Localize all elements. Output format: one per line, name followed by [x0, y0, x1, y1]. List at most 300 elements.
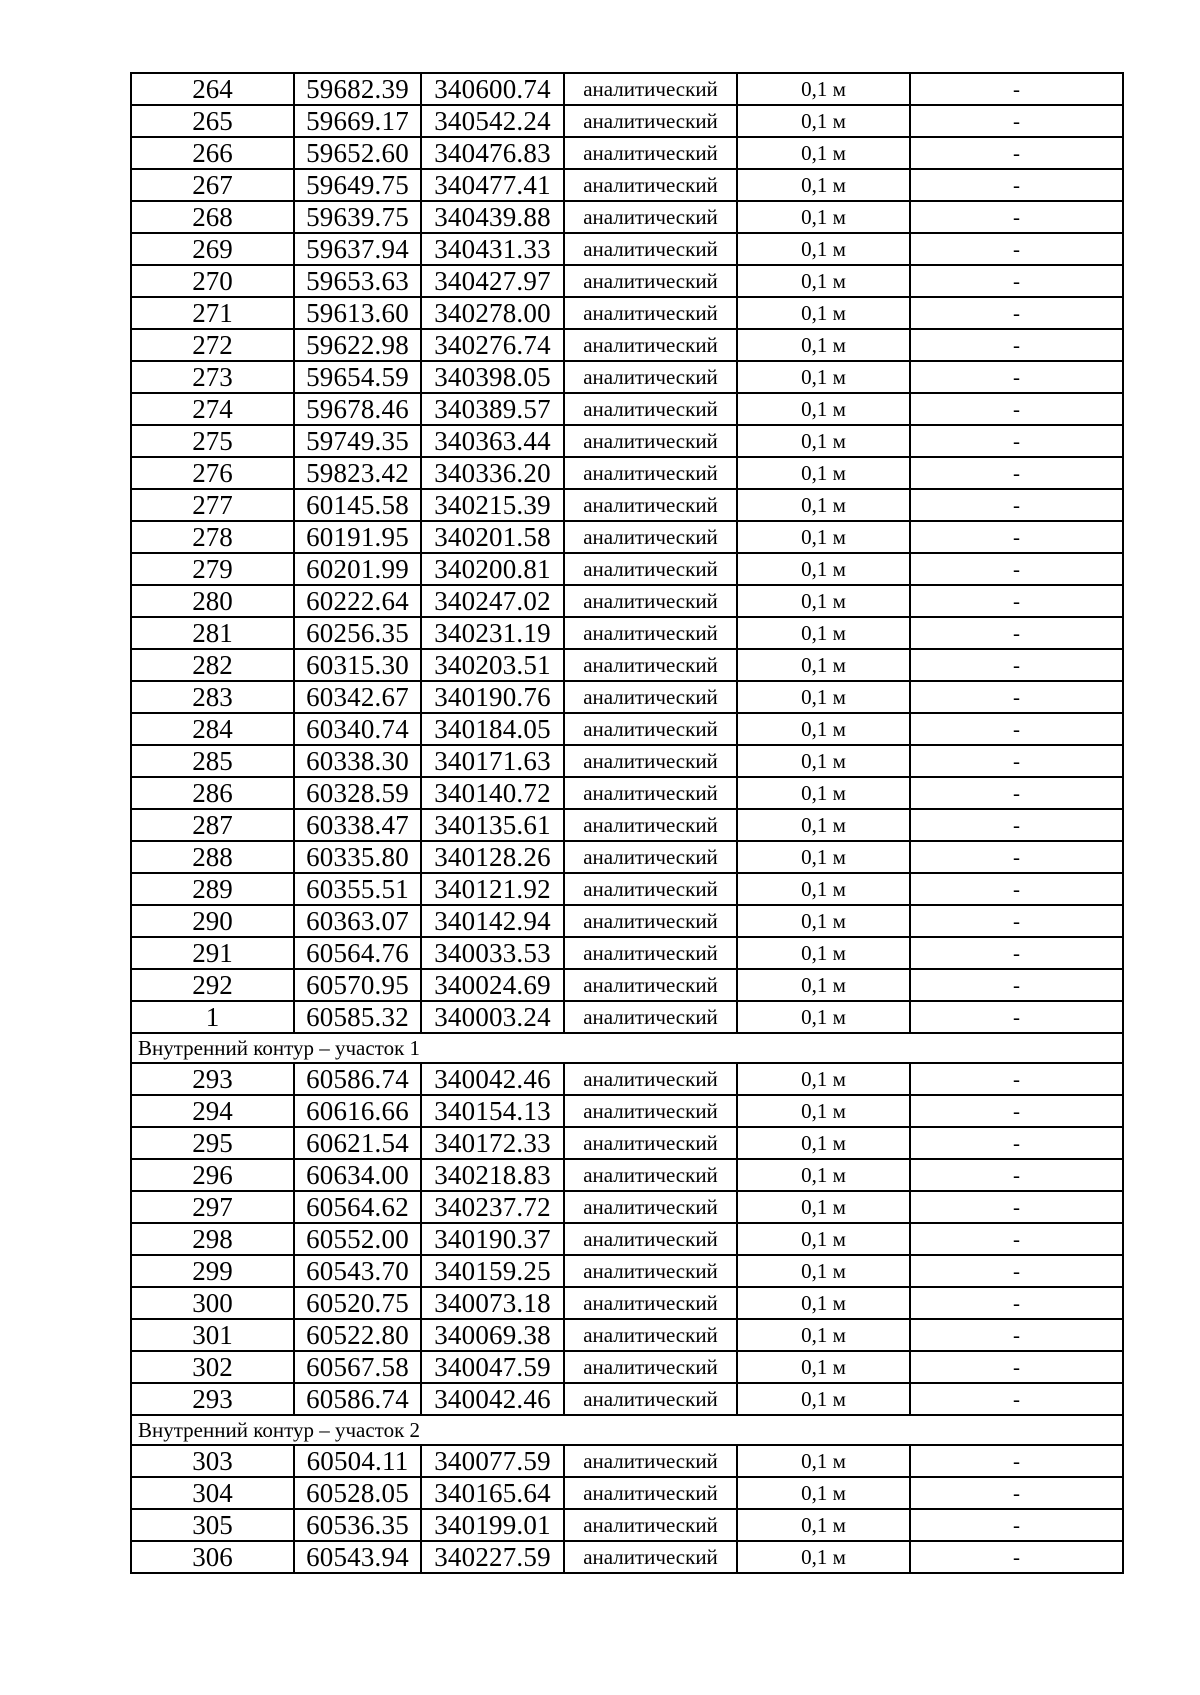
coordinate-y-cell: 340215.39 — [421, 489, 564, 521]
description-cell: - — [910, 233, 1123, 265]
point-number-cell: 273 — [131, 361, 294, 393]
point-number-cell: 265 — [131, 105, 294, 137]
description-cell: - — [910, 489, 1123, 521]
method-cell: аналитический — [564, 521, 737, 553]
table-row — [131, 1383, 1123, 1415]
accuracy-cell: 0,1 м — [737, 1001, 910, 1033]
coordinate-y-cell: 340477.41 — [421, 169, 564, 201]
method-cell: аналитический — [564, 1001, 737, 1033]
method-cell: аналитический — [564, 1445, 737, 1477]
table-row — [131, 425, 1123, 457]
description-cell: - — [910, 1001, 1123, 1033]
method-cell: аналитический — [564, 841, 737, 873]
coordinate-x-cell: 59613.60 — [294, 297, 421, 329]
table-row — [131, 1445, 1123, 1477]
point-number-cell: 280 — [131, 585, 294, 617]
accuracy-cell: 0,1 м — [737, 649, 910, 681]
description-cell: - — [910, 521, 1123, 553]
point-number-cell: 297 — [131, 1191, 294, 1223]
description-cell: - — [910, 1127, 1123, 1159]
point-number-cell: 302 — [131, 1351, 294, 1383]
accuracy-cell: 0,1 м — [737, 1541, 910, 1573]
coordinate-y-cell: 340201.58 — [421, 521, 564, 553]
coordinate-y-cell: 340203.51 — [421, 649, 564, 681]
point-number-cell: 272 — [131, 329, 294, 361]
table-row — [131, 809, 1123, 841]
point-number-cell: 264 — [131, 73, 294, 105]
table-row — [131, 1351, 1123, 1383]
coordinate-y-cell: 340276.74 — [421, 329, 564, 361]
table-row — [131, 1191, 1123, 1223]
point-number-cell: 292 — [131, 969, 294, 1001]
coordinate-y-cell: 340237.72 — [421, 1191, 564, 1223]
section-header-row — [131, 1415, 1123, 1445]
accuracy-cell: 0,1 м — [737, 425, 910, 457]
coordinate-y-cell: 340190.76 — [421, 681, 564, 713]
point-number-cell: 298 — [131, 1223, 294, 1255]
coordinate-y-cell: 340073.18 — [421, 1287, 564, 1319]
method-cell: аналитический — [564, 681, 737, 713]
description-cell: - — [910, 1159, 1123, 1191]
method-cell: аналитический — [564, 809, 737, 841]
coordinate-x-cell: 60564.62 — [294, 1191, 421, 1223]
method-cell: аналитический — [564, 73, 737, 105]
coordinate-x-cell: 59749.35 — [294, 425, 421, 457]
point-number-cell: 290 — [131, 905, 294, 937]
method-cell: аналитический — [564, 1063, 737, 1095]
coordinate-y-cell: 340142.94 — [421, 905, 564, 937]
coordinate-y-cell: 340172.33 — [421, 1127, 564, 1159]
coordinate-x-cell: 59669.17 — [294, 105, 421, 137]
table-row — [131, 553, 1123, 585]
coordinate-x-cell: 60570.95 — [294, 969, 421, 1001]
method-cell: аналитический — [564, 1541, 737, 1573]
description-cell: - — [910, 1383, 1123, 1415]
method-cell: аналитический — [564, 329, 737, 361]
accuracy-cell: 0,1 м — [737, 1095, 910, 1127]
table-row — [131, 777, 1123, 809]
coordinate-x-cell: 60328.59 — [294, 777, 421, 809]
coordinate-y-cell: 340171.63 — [421, 745, 564, 777]
point-number-cell: 275 — [131, 425, 294, 457]
coordinate-x-cell: 60543.70 — [294, 1255, 421, 1287]
coordinate-y-cell: 340135.61 — [421, 809, 564, 841]
coordinate-x-cell: 60528.05 — [294, 1477, 421, 1509]
accuracy-cell: 0,1 м — [737, 393, 910, 425]
coordinate-x-cell: 59622.98 — [294, 329, 421, 361]
point-number-cell: 270 — [131, 265, 294, 297]
accuracy-cell: 0,1 м — [737, 777, 910, 809]
method-cell: аналитический — [564, 457, 737, 489]
description-cell: - — [910, 1095, 1123, 1127]
coordinate-y-cell: 340140.72 — [421, 777, 564, 809]
point-number-cell: 268 — [131, 201, 294, 233]
coordinate-x-cell: 59823.42 — [294, 457, 421, 489]
coordinate-x-cell: 60621.54 — [294, 1127, 421, 1159]
table-row — [131, 329, 1123, 361]
point-number-cell: 278 — [131, 521, 294, 553]
coordinate-x-cell: 59649.75 — [294, 169, 421, 201]
accuracy-cell: 0,1 м — [737, 201, 910, 233]
method-cell: аналитический — [564, 425, 737, 457]
description-cell: - — [910, 713, 1123, 745]
accuracy-cell: 0,1 м — [737, 553, 910, 585]
description-cell: - — [910, 265, 1123, 297]
method-cell: аналитический — [564, 969, 737, 1001]
point-number-cell: 276 — [131, 457, 294, 489]
table-row — [131, 1255, 1123, 1287]
point-number-cell: 300 — [131, 1287, 294, 1319]
point-number-cell: 277 — [131, 489, 294, 521]
coordinate-y-cell: 340427.97 — [421, 265, 564, 297]
point-number-cell: 1 — [131, 1001, 294, 1033]
coordinate-y-cell: 340278.00 — [421, 297, 564, 329]
table-row — [131, 1063, 1123, 1095]
point-number-cell: 303 — [131, 1445, 294, 1477]
table-row — [131, 521, 1123, 553]
table-row — [131, 713, 1123, 745]
accuracy-cell: 0,1 м — [737, 969, 910, 1001]
method-cell: аналитический — [564, 617, 737, 649]
accuracy-cell: 0,1 м — [737, 1445, 910, 1477]
accuracy-cell: 0,1 м — [737, 1127, 910, 1159]
accuracy-cell: 0,1 м — [737, 1255, 910, 1287]
table-row — [131, 1001, 1123, 1033]
method-cell: аналитический — [564, 233, 737, 265]
method-cell: аналитический — [564, 393, 737, 425]
accuracy-cell: 0,1 м — [737, 809, 910, 841]
point-number-cell: 294 — [131, 1095, 294, 1127]
method-cell: аналитический — [564, 585, 737, 617]
description-cell: - — [910, 969, 1123, 1001]
coordinate-y-cell: 340121.92 — [421, 873, 564, 905]
coordinate-x-cell: 59639.75 — [294, 201, 421, 233]
section-title: Внутренний контур – участок 2 — [131, 1415, 1123, 1445]
coordinate-y-cell: 340069.38 — [421, 1319, 564, 1351]
description-cell: - — [910, 1477, 1123, 1509]
method-cell: аналитический — [564, 1477, 737, 1509]
description-cell: - — [910, 1063, 1123, 1095]
coordinate-y-cell: 340077.59 — [421, 1445, 564, 1477]
point-number-cell: 301 — [131, 1319, 294, 1351]
accuracy-cell: 0,1 м — [737, 905, 910, 937]
method-cell: аналитический — [564, 201, 737, 233]
method-cell: аналитический — [564, 777, 737, 809]
accuracy-cell: 0,1 м — [737, 585, 910, 617]
accuracy-cell: 0,1 м — [737, 1191, 910, 1223]
description-cell: - — [910, 937, 1123, 969]
accuracy-cell: 0,1 м — [737, 521, 910, 553]
description-cell: - — [910, 105, 1123, 137]
coordinate-x-cell: 60567.58 — [294, 1351, 421, 1383]
description-cell: - — [910, 745, 1123, 777]
description-cell: - — [910, 169, 1123, 201]
description-cell: - — [910, 649, 1123, 681]
coordinate-x-cell: 59682.39 — [294, 73, 421, 105]
coordinate-x-cell: 60145.58 — [294, 489, 421, 521]
accuracy-cell: 0,1 м — [737, 137, 910, 169]
table-row — [131, 649, 1123, 681]
point-number-cell: 289 — [131, 873, 294, 905]
coordinate-y-cell: 340190.37 — [421, 1223, 564, 1255]
table-row — [131, 105, 1123, 137]
table-row — [131, 745, 1123, 777]
coordinate-y-cell: 340431.33 — [421, 233, 564, 265]
method-cell: аналитический — [564, 1095, 737, 1127]
description-cell: - — [910, 457, 1123, 489]
description-cell: - — [910, 361, 1123, 393]
accuracy-cell: 0,1 м — [737, 265, 910, 297]
description-cell: - — [910, 1319, 1123, 1351]
coordinate-x-cell: 60504.11 — [294, 1445, 421, 1477]
coordinate-x-cell: 60552.00 — [294, 1223, 421, 1255]
accuracy-cell: 0,1 м — [737, 1063, 910, 1095]
coordinate-y-cell: 340218.83 — [421, 1159, 564, 1191]
coordinate-y-cell: 340247.02 — [421, 585, 564, 617]
coordinate-x-cell: 60222.64 — [294, 585, 421, 617]
coordinate-y-cell: 340033.53 — [421, 937, 564, 969]
coordinate-y-cell: 340200.81 — [421, 553, 564, 585]
accuracy-cell: 0,1 м — [737, 1477, 910, 1509]
coordinate-y-cell: 340184.05 — [421, 713, 564, 745]
description-cell: - — [910, 297, 1123, 329]
point-number-cell: 287 — [131, 809, 294, 841]
coordinate-y-cell: 340363.44 — [421, 425, 564, 457]
coordinate-x-cell: 59678.46 — [294, 393, 421, 425]
description-cell: - — [910, 1287, 1123, 1319]
coordinate-x-cell: 60342.67 — [294, 681, 421, 713]
description-cell: - — [910, 1445, 1123, 1477]
point-number-cell: 267 — [131, 169, 294, 201]
coordinate-x-cell: 60363.07 — [294, 905, 421, 937]
coordinate-x-cell: 60340.74 — [294, 713, 421, 745]
accuracy-cell: 0,1 м — [737, 105, 910, 137]
coordinate-x-cell: 60522.80 — [294, 1319, 421, 1351]
description-cell: - — [910, 1223, 1123, 1255]
coordinate-y-cell: 340003.24 — [421, 1001, 564, 1033]
method-cell: аналитический — [564, 649, 737, 681]
method-cell: аналитический — [564, 1127, 737, 1159]
description-cell: - — [910, 201, 1123, 233]
accuracy-cell: 0,1 м — [737, 873, 910, 905]
description-cell: - — [910, 1351, 1123, 1383]
accuracy-cell: 0,1 м — [737, 1509, 910, 1541]
table-row — [131, 1509, 1123, 1541]
accuracy-cell: 0,1 м — [737, 937, 910, 969]
description-cell: - — [910, 425, 1123, 457]
accuracy-cell: 0,1 м — [737, 489, 910, 521]
table-row — [131, 393, 1123, 425]
accuracy-cell: 0,1 м — [737, 841, 910, 873]
point-number-cell: 299 — [131, 1255, 294, 1287]
accuracy-cell: 0,1 м — [737, 361, 910, 393]
table-row — [131, 1319, 1123, 1351]
method-cell: аналитический — [564, 137, 737, 169]
coordinate-x-cell: 59653.63 — [294, 265, 421, 297]
description-cell: - — [910, 585, 1123, 617]
coordinate-y-cell: 340600.74 — [421, 73, 564, 105]
accuracy-cell: 0,1 м — [737, 329, 910, 361]
point-number-cell: 279 — [131, 553, 294, 585]
accuracy-cell: 0,1 м — [737, 457, 910, 489]
method-cell: аналитический — [564, 489, 737, 521]
method-cell: аналитический — [564, 1191, 737, 1223]
coordinate-y-cell: 340128.26 — [421, 841, 564, 873]
section-title: Внутренний контур – участок 1 — [131, 1033, 1123, 1063]
table-row — [131, 233, 1123, 265]
section-header-row — [131, 1033, 1123, 1063]
point-number-cell: 304 — [131, 1477, 294, 1509]
table-row — [131, 1159, 1123, 1191]
description-cell: - — [910, 393, 1123, 425]
coordinate-y-cell: 340336.20 — [421, 457, 564, 489]
coordinate-y-cell: 340047.59 — [421, 1351, 564, 1383]
description-cell: - — [910, 777, 1123, 809]
coordinate-y-cell: 340227.59 — [421, 1541, 564, 1573]
accuracy-cell: 0,1 м — [737, 233, 910, 265]
coordinate-y-cell: 340042.46 — [421, 1383, 564, 1415]
accuracy-cell: 0,1 м — [737, 617, 910, 649]
table-row — [131, 137, 1123, 169]
coordinate-x-cell: 60520.75 — [294, 1287, 421, 1319]
coordinate-x-cell: 60616.66 — [294, 1095, 421, 1127]
table-row — [131, 1287, 1123, 1319]
method-cell: аналитический — [564, 905, 737, 937]
table-row — [131, 905, 1123, 937]
point-number-cell: 288 — [131, 841, 294, 873]
method-cell: аналитический — [564, 1383, 737, 1415]
coordinate-x-cell: 60355.51 — [294, 873, 421, 905]
table-row — [131, 489, 1123, 521]
coordinate-y-cell: 340439.88 — [421, 201, 564, 233]
coordinate-x-cell: 60634.00 — [294, 1159, 421, 1191]
coordinate-y-cell: 340476.83 — [421, 137, 564, 169]
description-cell: - — [910, 1191, 1123, 1223]
coordinate-x-cell: 60191.95 — [294, 521, 421, 553]
coordinate-x-cell: 60564.76 — [294, 937, 421, 969]
coordinate-x-cell: 60201.99 — [294, 553, 421, 585]
description-cell: - — [910, 873, 1123, 905]
description-cell: - — [910, 73, 1123, 105]
coordinate-x-cell: 60585.32 — [294, 1001, 421, 1033]
point-number-cell: 271 — [131, 297, 294, 329]
accuracy-cell: 0,1 м — [737, 169, 910, 201]
coordinate-x-cell: 60543.94 — [294, 1541, 421, 1573]
method-cell: аналитический — [564, 169, 737, 201]
description-cell: - — [910, 841, 1123, 873]
table-body — [131, 73, 1123, 1573]
table-row — [131, 617, 1123, 649]
accuracy-cell: 0,1 м — [737, 1223, 910, 1255]
table-row — [131, 1095, 1123, 1127]
method-cell: аналитический — [564, 1509, 737, 1541]
point-number-cell: 285 — [131, 745, 294, 777]
method-cell: аналитический — [564, 745, 737, 777]
method-cell: аналитический — [564, 1159, 737, 1191]
accuracy-cell: 0,1 м — [737, 681, 910, 713]
method-cell: аналитический — [564, 713, 737, 745]
method-cell: аналитический — [564, 1351, 737, 1383]
coordinates-table — [130, 72, 1124, 1574]
method-cell: аналитический — [564, 1255, 737, 1287]
point-number-cell: 306 — [131, 1541, 294, 1573]
table-row — [131, 201, 1123, 233]
point-number-cell: 284 — [131, 713, 294, 745]
coordinate-y-cell: 340165.64 — [421, 1477, 564, 1509]
accuracy-cell: 0,1 м — [737, 297, 910, 329]
accuracy-cell: 0,1 м — [737, 1287, 910, 1319]
table-row — [131, 361, 1123, 393]
coordinate-x-cell: 60335.80 — [294, 841, 421, 873]
description-cell: - — [910, 553, 1123, 585]
coordinate-x-cell: 59652.60 — [294, 137, 421, 169]
table-row — [131, 841, 1123, 873]
coordinate-y-cell: 340042.46 — [421, 1063, 564, 1095]
point-number-cell: 291 — [131, 937, 294, 969]
coordinate-y-cell: 340159.25 — [421, 1255, 564, 1287]
table-row — [131, 73, 1123, 105]
coordinate-x-cell: 60338.30 — [294, 745, 421, 777]
description-cell: - — [910, 809, 1123, 841]
method-cell: аналитический — [564, 937, 737, 969]
coordinate-y-cell: 340154.13 — [421, 1095, 564, 1127]
table-row — [131, 1127, 1123, 1159]
method-cell: аналитический — [564, 1287, 737, 1319]
coordinate-x-cell: 60586.74 — [294, 1383, 421, 1415]
accuracy-cell: 0,1 м — [737, 1383, 910, 1415]
table-row — [131, 681, 1123, 713]
method-cell: аналитический — [564, 105, 737, 137]
description-cell: - — [910, 1541, 1123, 1573]
point-number-cell: 266 — [131, 137, 294, 169]
accuracy-cell: 0,1 м — [737, 1351, 910, 1383]
coordinate-y-cell: 340389.57 — [421, 393, 564, 425]
coordinate-x-cell: 59654.59 — [294, 361, 421, 393]
point-number-cell: 286 — [131, 777, 294, 809]
description-cell: - — [910, 1509, 1123, 1541]
accuracy-cell: 0,1 м — [737, 73, 910, 105]
description-cell: - — [910, 681, 1123, 713]
table-row — [131, 969, 1123, 1001]
method-cell: аналитический — [564, 1319, 737, 1351]
table-row — [131, 169, 1123, 201]
point-number-cell: 282 — [131, 649, 294, 681]
description-cell: - — [910, 1255, 1123, 1287]
point-number-cell: 269 — [131, 233, 294, 265]
method-cell: аналитический — [564, 361, 737, 393]
point-number-cell: 274 — [131, 393, 294, 425]
description-cell: - — [910, 905, 1123, 937]
table-row — [131, 297, 1123, 329]
point-number-cell: 293 — [131, 1383, 294, 1415]
accuracy-cell: 0,1 м — [737, 1159, 910, 1191]
coordinate-x-cell: 59637.94 — [294, 233, 421, 265]
method-cell: аналитический — [564, 1223, 737, 1255]
table-row — [131, 937, 1123, 969]
accuracy-cell: 0,1 м — [737, 713, 910, 745]
coordinate-y-cell: 340542.24 — [421, 105, 564, 137]
point-number-cell: 293 — [131, 1063, 294, 1095]
method-cell: аналитический — [564, 297, 737, 329]
coordinate-x-cell: 60338.47 — [294, 809, 421, 841]
coordinate-y-cell: 340231.19 — [421, 617, 564, 649]
coordinate-y-cell: 340199.01 — [421, 1509, 564, 1541]
coordinate-x-cell: 60256.35 — [294, 617, 421, 649]
table-row — [131, 1541, 1123, 1573]
point-number-cell: 296 — [131, 1159, 294, 1191]
accuracy-cell: 0,1 м — [737, 1319, 910, 1351]
coordinate-x-cell: 60315.30 — [294, 649, 421, 681]
